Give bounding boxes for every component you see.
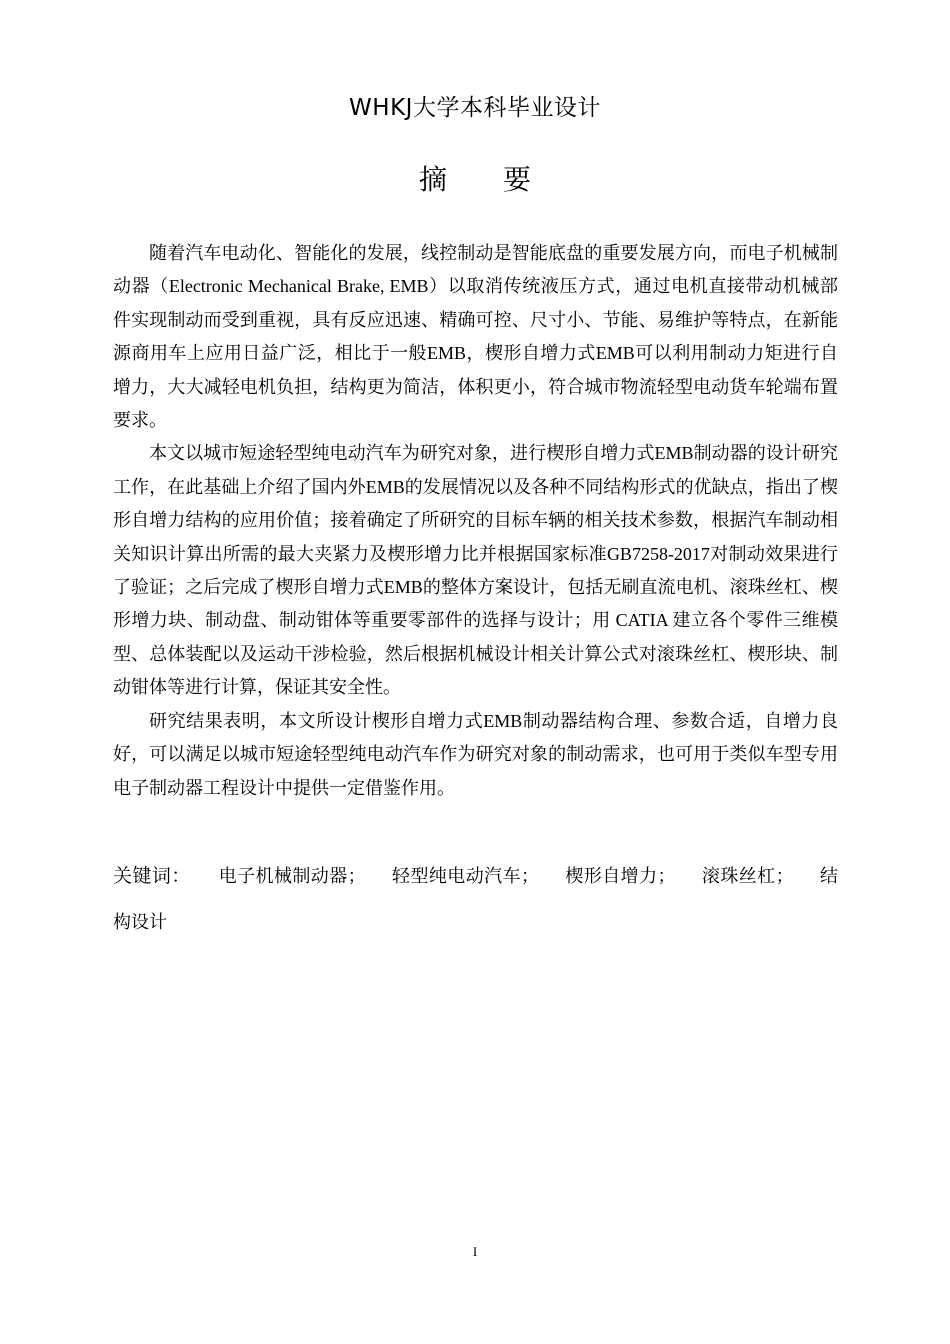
abstract-heading: 摘要	[418, 163, 587, 196]
keywords-label: 关键词：	[113, 865, 191, 887]
keyword-item: 电子机械制动器；	[218, 866, 366, 886]
keywords-section	[113, 853, 838, 945]
abstract-body	[113, 237, 838, 805]
keyword-item: 轻型纯电动汽车；	[391, 866, 539, 886]
keyword-item: 滚珠丝杠；	[701, 866, 794, 886]
abstract-paragraph-1: 随着汽车电动化、智能化的发展，线控制动是智能底盘的重要发展方向，而电子机械制动器（Electronic Mechanical Brake, EMB）以取消传统液压方式，通过电机直接带动机械部件实现制动而受到重视，具有反应迅速、精确可控、尺寸小、节能、易维护等特点，在新能源商用车上应用日益广泛，相比于一般EMB，楔形自增力式EMB可以利用制动力矩进行自增力，大大减轻电机负担，结构更为简洁，体积更小，符合城市物流轻型电动货车轮端布置要求。	[113, 243, 838, 431]
page-number: I	[472, 1244, 478, 1259]
abstract-paragraph-3: 研究结果表明，本文所设计楔形自增力式EMB制动器结构合理、参数合适，自增力良好，可以满足以城市短途轻型纯电动汽车作为研究对象的制动需求，也可用于类似车型专用电子制动器工程设计中提供一定借鉴作用。	[113, 710, 838, 798]
keyword-item: 结构设计	[113, 866, 839, 932]
abstract-paragraph-2: 本文以城市短途轻型纯电动汽车为研究对象，进行楔形自增力式EMB制动器的设计研究工作，在此基础上介绍了国内外EMB的发展情况以及各种不同结构形式的优缺点，指出了楔形自增力结构的应用价值；接着确定了所研究的目标车辆的相关技术参数，根据汽车制动相关知识计算出所需的最大夹紧力及楔形增力比并根据国家标准GB7258-2017对制动效果进行了验证；之后完成了楔形自增力式EMB的整体方案设计，包括无刷直流电机、滚珠丝杠、楔形增力块、制动盘、制动钳体等重要零部件的选择与设计；用 CATIA 建立各个零件三维模型、总体装配以及运动干涉检验，然后根据机械设计相关计算公式对滚珠丝杠、楔形块、制动钳体等进行计算，保证其安全性。	[113, 443, 838, 698]
page-header-title: WHKJ大学本科毕业设计	[349, 95, 601, 121]
keyword-item: 楔形自增力；	[564, 866, 676, 886]
